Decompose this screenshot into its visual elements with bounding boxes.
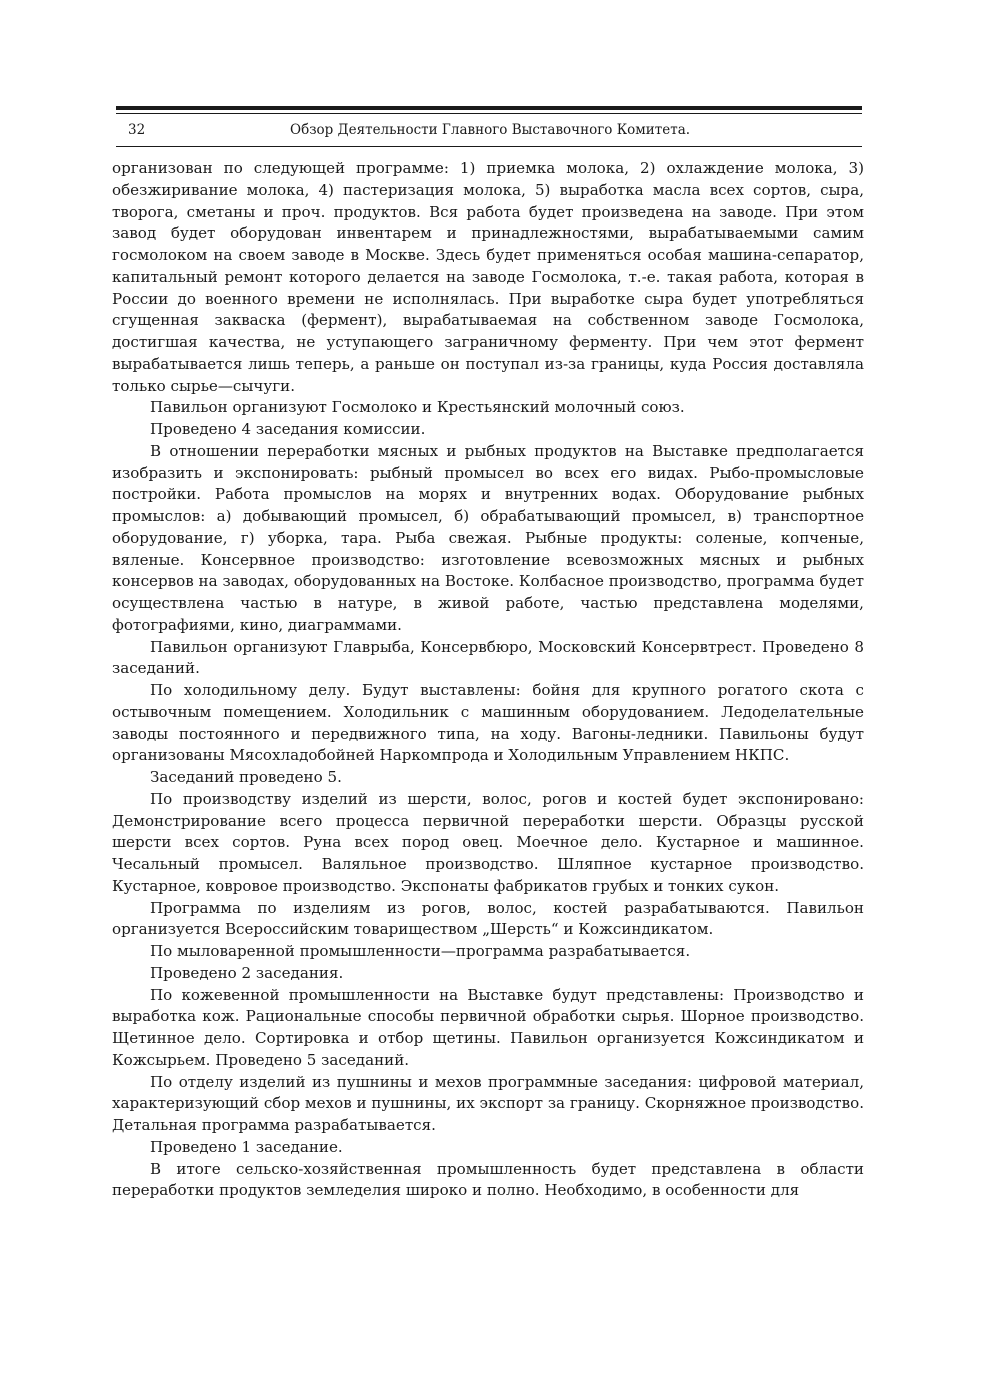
running-title: Обзор Деятельности Главного Выставочного Комитета.: [290, 122, 691, 138]
paragraph: В итоге сельско-хозяйственная промышленность будет представлена в области переработки продуктов земледелия широко и полно. Необходимо, в особенности для: [112, 1159, 864, 1200]
paragraph: По производству изделий из шерсти, волос, рогов и костей будет экспонировано: Демонстрирование всего процесса первичной переработки шерсти. Образцы русской шерсти всех сортов. Руна всех пород овец. Моечное дело. Кустарное и машинное. Чесальный промысел. Валяльное производство. Шляпное кустарное производство. Кустарное, ковровое производство. Экспонаты фабрикатов грубых и тонких сукон.: [112, 789, 864, 895]
paragraph: Павильон организуют Главрыба, Консервбюро, Московский Консервтрест. Проведено 8 заседаний.: [112, 637, 864, 678]
paragraph: По отделу изделий из пушнины и мехов программные заседания: цифровой материал, характеризующий сбор мехов и пушнины, их экспорт за границу. Скорняжное производство. Детальная программа разрабатывается.: [112, 1072, 864, 1134]
paragraph: Заседаний проведено 5.: [150, 768, 342, 786]
paragraph: Проведено 4 заседания комиссии.: [150, 420, 426, 438]
page-number: 32: [128, 122, 146, 138]
header-rule-thin: [116, 113, 862, 114]
paragraph: Павильон организуют Госмолоко и Крестьянский молочный союз.: [150, 398, 685, 417]
header-rule-bottom: [116, 146, 862, 147]
header-rule-thick: [116, 106, 862, 110]
paragraph: По кожевенной промышленности на Выставке будут представлены: Производство и выработка кож. Рациональные способы первичной обработки сырья. Шорное производство. Щетинное дело. Сортировка и отбор щетины. Павильон организуется Кожсиндикатом и Кожсырьем. Проведено 5 заседаний.: [112, 985, 864, 1069]
paragraph: Программа по изделиям из рогов, волос, костей разрабатываются. Павильон организуется Всероссийским товариществом „Шерсть“ и Кожсиндикатом.: [112, 898, 864, 939]
page-header: [122, 120, 860, 142]
paragraph: Проведено 2 заседания.: [150, 963, 344, 982]
paragraph: По холодильному делу. Будут выставлены: бойня для крупного рогатого скота с остывочным помещением. Холодильник с машинным оборудованием. Ледоделательные заводы постоянного и передвижного типа, на ходу. Вагоны-ледники. Павильоны будут организованы Мясохладобойней Наркомпрода и Холодильным Управлением НКПС.: [112, 681, 864, 765]
paragraph: организован по следующей программе: 1) приемка молока, 2) охлаждение молока, 3) обезжиривание молока, 4) пастеризация молока, 5) выработка масла всех сортов, сыра, творога, сметаны и проч. продуктов. Вся работа будет произведена на заводе. При этом завод будет оборудован инвентарем и принадлежностями, вырабатываемыми самим госмолоком на своем заводе в Москве. Здесь будет применяться особая машина-сепаратор, капитальный ремонт которого делается на заводе Госмолока, т.-е. такая работа, которая в России до военного времени не исполнялась. При выработке сыра будет употребляться сгущенная закваска (фермент), вырабатываемая на собственном заводе Госмолока, достигшая качества, не уступающего заграничному ферменту. При чем этот фермент вырабатывается лишь теперь, а раньше он поступал из-за границы, куда Россия доставляла только сырье—сычуги.: [112, 159, 864, 395]
paragraph: Проведено 1 заседание.: [150, 1137, 343, 1156]
paragraph: По мыловаренной промышленности—программа разрабатывается.: [150, 942, 691, 960]
body-text: [112, 158, 864, 1202]
paragraph: В отношении переработки мясных и рыбных продуктов на Выставке предполагается изобразить и экспонировать: рыбный промысел во всех его видах. Рыбо-промысловые постройки. Работа промыслов на морях и внутренних водах. Оборудование рыбных промыслов: а) добывающий промысел, б) обрабатывающий промысел, в) транспортное оборудование, г) уборка, тара. Рыба свежая. Рыбные продукты: соленые, копченые, вяленые. Консервное производство: изготовление всевозможных мясных и рыбных консервов на заводах, оборудованных на Востоке. Колбасное производство, программа будет осуществлена частью в натуре, в живой работе, частью представлена моделями, фотографиями, кино, диаграммами.: [112, 441, 864, 634]
